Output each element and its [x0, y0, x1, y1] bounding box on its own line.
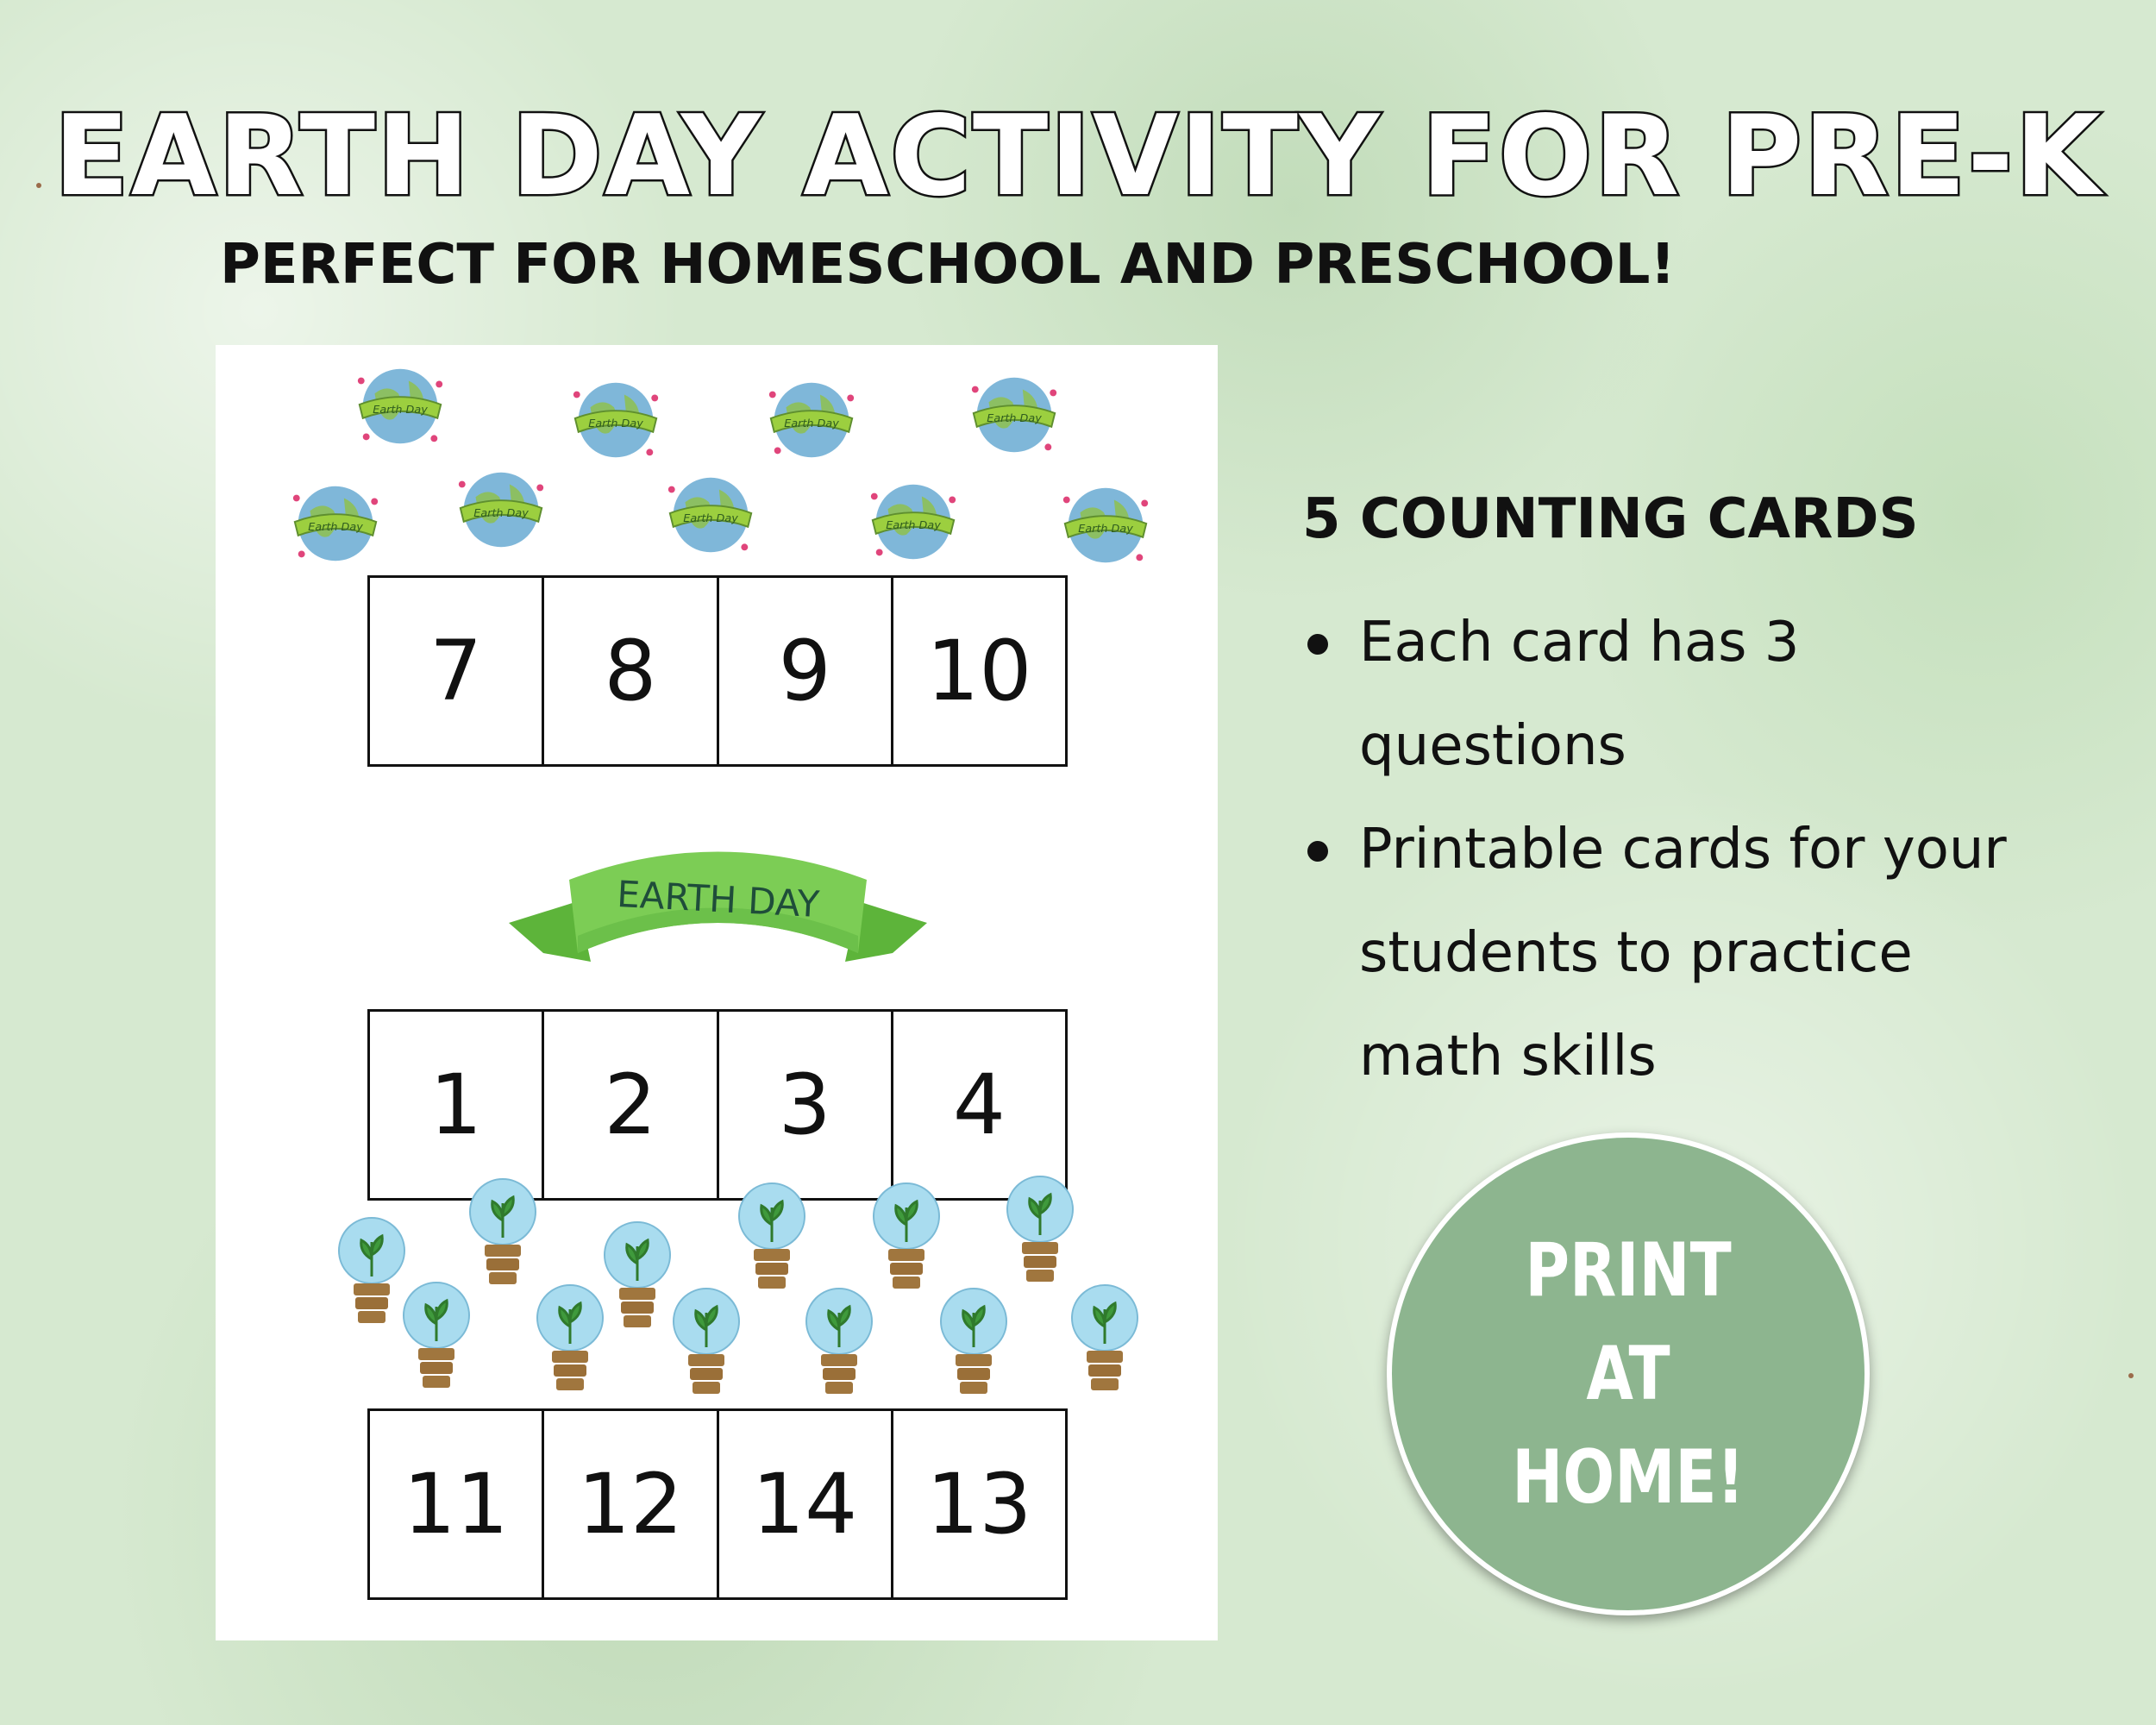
light-bulb-plant-icon [602, 1220, 673, 1357]
earth-globe-icon [349, 355, 451, 457]
list-item [1302, 798, 2044, 1108]
earth-globe-icon [660, 464, 761, 566]
globe-label: Earth Day [373, 403, 428, 417]
bullet-icon [1307, 634, 1328, 655]
light-bulb-plant-icon [1005, 1175, 1075, 1311]
number-choice[interactable]: 3 [719, 1012, 893, 1198]
worksheet-card [216, 345, 1218, 1640]
page-title: EARTH DAY ACTIVITY FOR PRE-K [53, 92, 2103, 221]
number-choice[interactable]: 7 [370, 578, 544, 764]
list-item-text: Printable cards for your students to practice math skills [1359, 818, 2007, 1088]
feature-list [1302, 591, 2044, 1108]
globe-label: Earth Day [886, 518, 941, 532]
light-bulb-plant-icon [736, 1182, 807, 1318]
globe-label: Earth Day [473, 506, 529, 520]
light-bulb-plant-icon [1069, 1283, 1140, 1420]
globe-label: Earth Day [683, 511, 738, 525]
number-strip-middle [367, 1009, 1068, 1201]
earth-globe-icon [450, 459, 552, 561]
number-strip-bottom [367, 1408, 1068, 1600]
page-subtitle: PERFECT FOR HOMESCHOOL AND PRESCHOOL! [220, 233, 1676, 297]
speck [2128, 1373, 2134, 1378]
globe-label: Earth Day [1078, 522, 1133, 536]
earth-day-banner [509, 832, 927, 988]
number-strip-top [367, 575, 1068, 767]
print-at-home-badge [1387, 1132, 1870, 1615]
number-choice[interactable]: 9 [719, 578, 893, 764]
earth-globe-icon [1055, 474, 1156, 576]
number-choice[interactable]: 14 [719, 1411, 893, 1597]
number-choice[interactable]: 1 [370, 1012, 544, 1198]
badge-label: PRINT AT HOME! [1512, 1227, 1745, 1521]
number-choice[interactable]: 4 [952, 1057, 1006, 1153]
number-choice[interactable]: 11 [370, 1411, 544, 1597]
bullet-icon [1307, 841, 1328, 862]
light-bulb-plant-icon [336, 1216, 407, 1352]
list-item [1302, 591, 2044, 798]
light-bulb-plant-icon [871, 1182, 942, 1318]
number-choice[interactable]: 13 [926, 1456, 1032, 1552]
number-choice[interactable]: 12 [544, 1411, 718, 1597]
banner-text: EARTH DAY [616, 872, 821, 926]
globe-label: Earth Day [784, 417, 839, 430]
counting-cards-heading: 5 COUNTING CARDS [1302, 487, 1919, 551]
list-item-text: Each card has 3 questions [1359, 611, 1800, 778]
earth-globe-icon [285, 473, 386, 574]
light-bulb-plant-icon [804, 1287, 874, 1423]
globe-label: Earth Day [308, 520, 363, 534]
light-bulb-plant-icon [671, 1287, 742, 1423]
light-bulb-plant-icon [938, 1287, 1009, 1423]
number-choice[interactable]: 2 [544, 1012, 718, 1198]
number-choice[interactable]: 8 [544, 578, 718, 764]
earth-globe-icon [862, 471, 964, 573]
light-bulb-plant-icon [467, 1177, 538, 1314]
light-bulb-plant-icon [401, 1281, 472, 1417]
earth-globe-icon [761, 369, 862, 471]
light-bulb-plant-icon [535, 1283, 605, 1420]
earth-globe-icon [565, 369, 667, 471]
earth-globe-icon [963, 364, 1065, 466]
globe-label: Earth Day [588, 417, 643, 430]
globe-label: Earth Day [987, 411, 1042, 425]
number-choice[interactable]: 10 [926, 623, 1032, 719]
